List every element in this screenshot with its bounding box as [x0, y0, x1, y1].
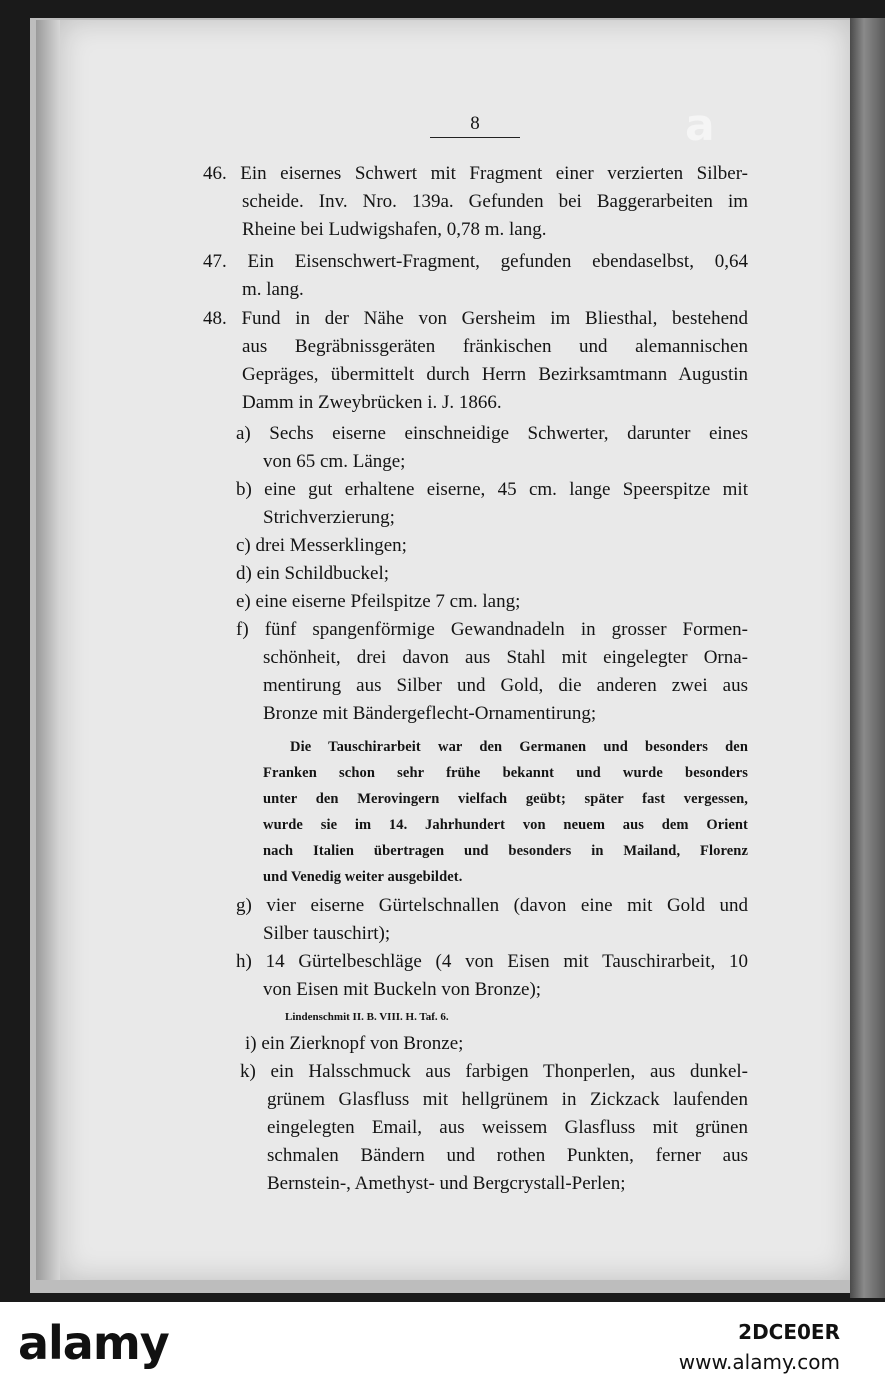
entry-46-line-1: 46. Ein eisernes Schwert mit Fragment einer verzierten Silber-	[203, 163, 748, 184]
page-number-rule	[430, 137, 520, 138]
item-h-line-2: von Eisen mit Buckeln von Bronze);	[263, 979, 542, 1000]
stock-logo: alamy	[18, 1316, 169, 1370]
note-line-4: wurde sie im 14. Jahrhundert von neuem aus dem Orient	[263, 817, 748, 833]
entry-48-line-1: 48. Fund in der Nähe von Gersheim im Bliesthal, bestehend	[203, 308, 748, 329]
entry-46-line-2: scheide. Inv. Nro. 139a. Gefunden bei Baggerarbeiten im	[242, 191, 748, 212]
item-a-line-2: von 65 cm. Länge;	[263, 451, 406, 472]
item-a-line-1: a) Sechs eiserne einschneidige Schwerter, darunter eines	[236, 423, 748, 444]
item-k-line-2: grünem Glasfluss mit hellgrünem in Zickzack laufenden	[267, 1089, 748, 1110]
entry-48-line-3: Gepräges, übermittelt durch Herrn Bezirksamtmann Augustin	[242, 364, 748, 385]
item-g-line-1: g) vier eiserne Gürtelschnallen (davon eine mit Gold und	[236, 895, 748, 916]
note-line-6: und Venedig weiter ausgebildet.	[263, 869, 463, 885]
entry-47-line-2: m. lang.	[242, 279, 304, 300]
reference-citation: Lindenschmit II. B. VIII. H. Taf. 6.	[285, 1011, 449, 1023]
item-k-line-4: schmalen Bändern und rothen Punkten, ferner aus	[267, 1145, 748, 1166]
item-e: e) eine eiserne Pfeilspitze 7 cm. lang;	[236, 591, 521, 612]
item-f-line-3: mentirung aus Silber und Gold, die anderen zwei aus	[263, 675, 748, 696]
note-line-1: Die Tauschirarbeit war den Germanen und besonders den	[290, 739, 748, 755]
item-c: c) drei Messerklingen;	[236, 535, 407, 556]
item-g-line-2: Silber tauschirt);	[263, 923, 391, 944]
site-url: www.alamy.com	[678, 1350, 840, 1374]
note-line-3: unter den Merovingern vielfach geübt; später fast vergessen,	[263, 791, 748, 807]
watermark-logo: a	[685, 100, 715, 151]
item-k-line-1: k) ein Halsschmuck aus farbigen Thonperlen, aus dunkel-	[240, 1061, 748, 1082]
item-f-line-4: Bronze mit Bändergeflecht-Ornamentirung;	[263, 703, 597, 724]
item-i: i) ein Zierknopf von Bronze;	[245, 1033, 464, 1054]
item-b-line-2: Strichverzierung;	[263, 507, 395, 528]
item-d: d) ein Schildbuckel;	[236, 563, 390, 584]
entry-48-line-4: Damm in Zweybrücken i. J. 1866.	[242, 392, 502, 413]
note-line-5: nach Italien übertragen und besonders in Mailand, Florenz	[263, 843, 748, 859]
stock-photo-banner	[0, 1302, 885, 1390]
image-id: 2DCE0ER	[738, 1320, 840, 1344]
entry-48-line-2: aus Begräbnissgeräten fränkischen und alemannischen	[242, 336, 748, 357]
page-gutter	[36, 20, 60, 1280]
item-b-line-1: b) eine gut erhaltene eiserne, 45 cm. lange Speerspitze mit	[236, 479, 748, 500]
note-line-2: Franken schon sehr frühe bekannt und wurde besonders	[263, 765, 748, 781]
page-number: 8	[470, 113, 480, 134]
item-k-line-5: Bernstein-, Amethyst- und Bergcrystall-Perlen;	[267, 1173, 626, 1194]
item-h-line-1: h) 14 Gürtelbeschläge (4 von Eisen mit Tauschirarbeit, 10	[236, 951, 748, 972]
entry-47-line-1: 47. Ein Eisenschwert-Fragment, gefunden ebendaselbst, 0,64	[203, 251, 748, 272]
item-f-line-1: f) fünf spangenförmige Gewandnadeln in grosser Formen-	[236, 619, 748, 640]
item-k-line-3: eingelegten Email, aus weissem Glasfluss mit grünen	[267, 1117, 748, 1138]
page-edge	[850, 18, 885, 1298]
item-f-line-2: schönheit, drei davon aus Stahl mit eingelegter Orna-	[263, 647, 748, 668]
entry-46-line-3: Rheine bei Ludwigshafen, 0,78 m. lang.	[242, 219, 547, 240]
